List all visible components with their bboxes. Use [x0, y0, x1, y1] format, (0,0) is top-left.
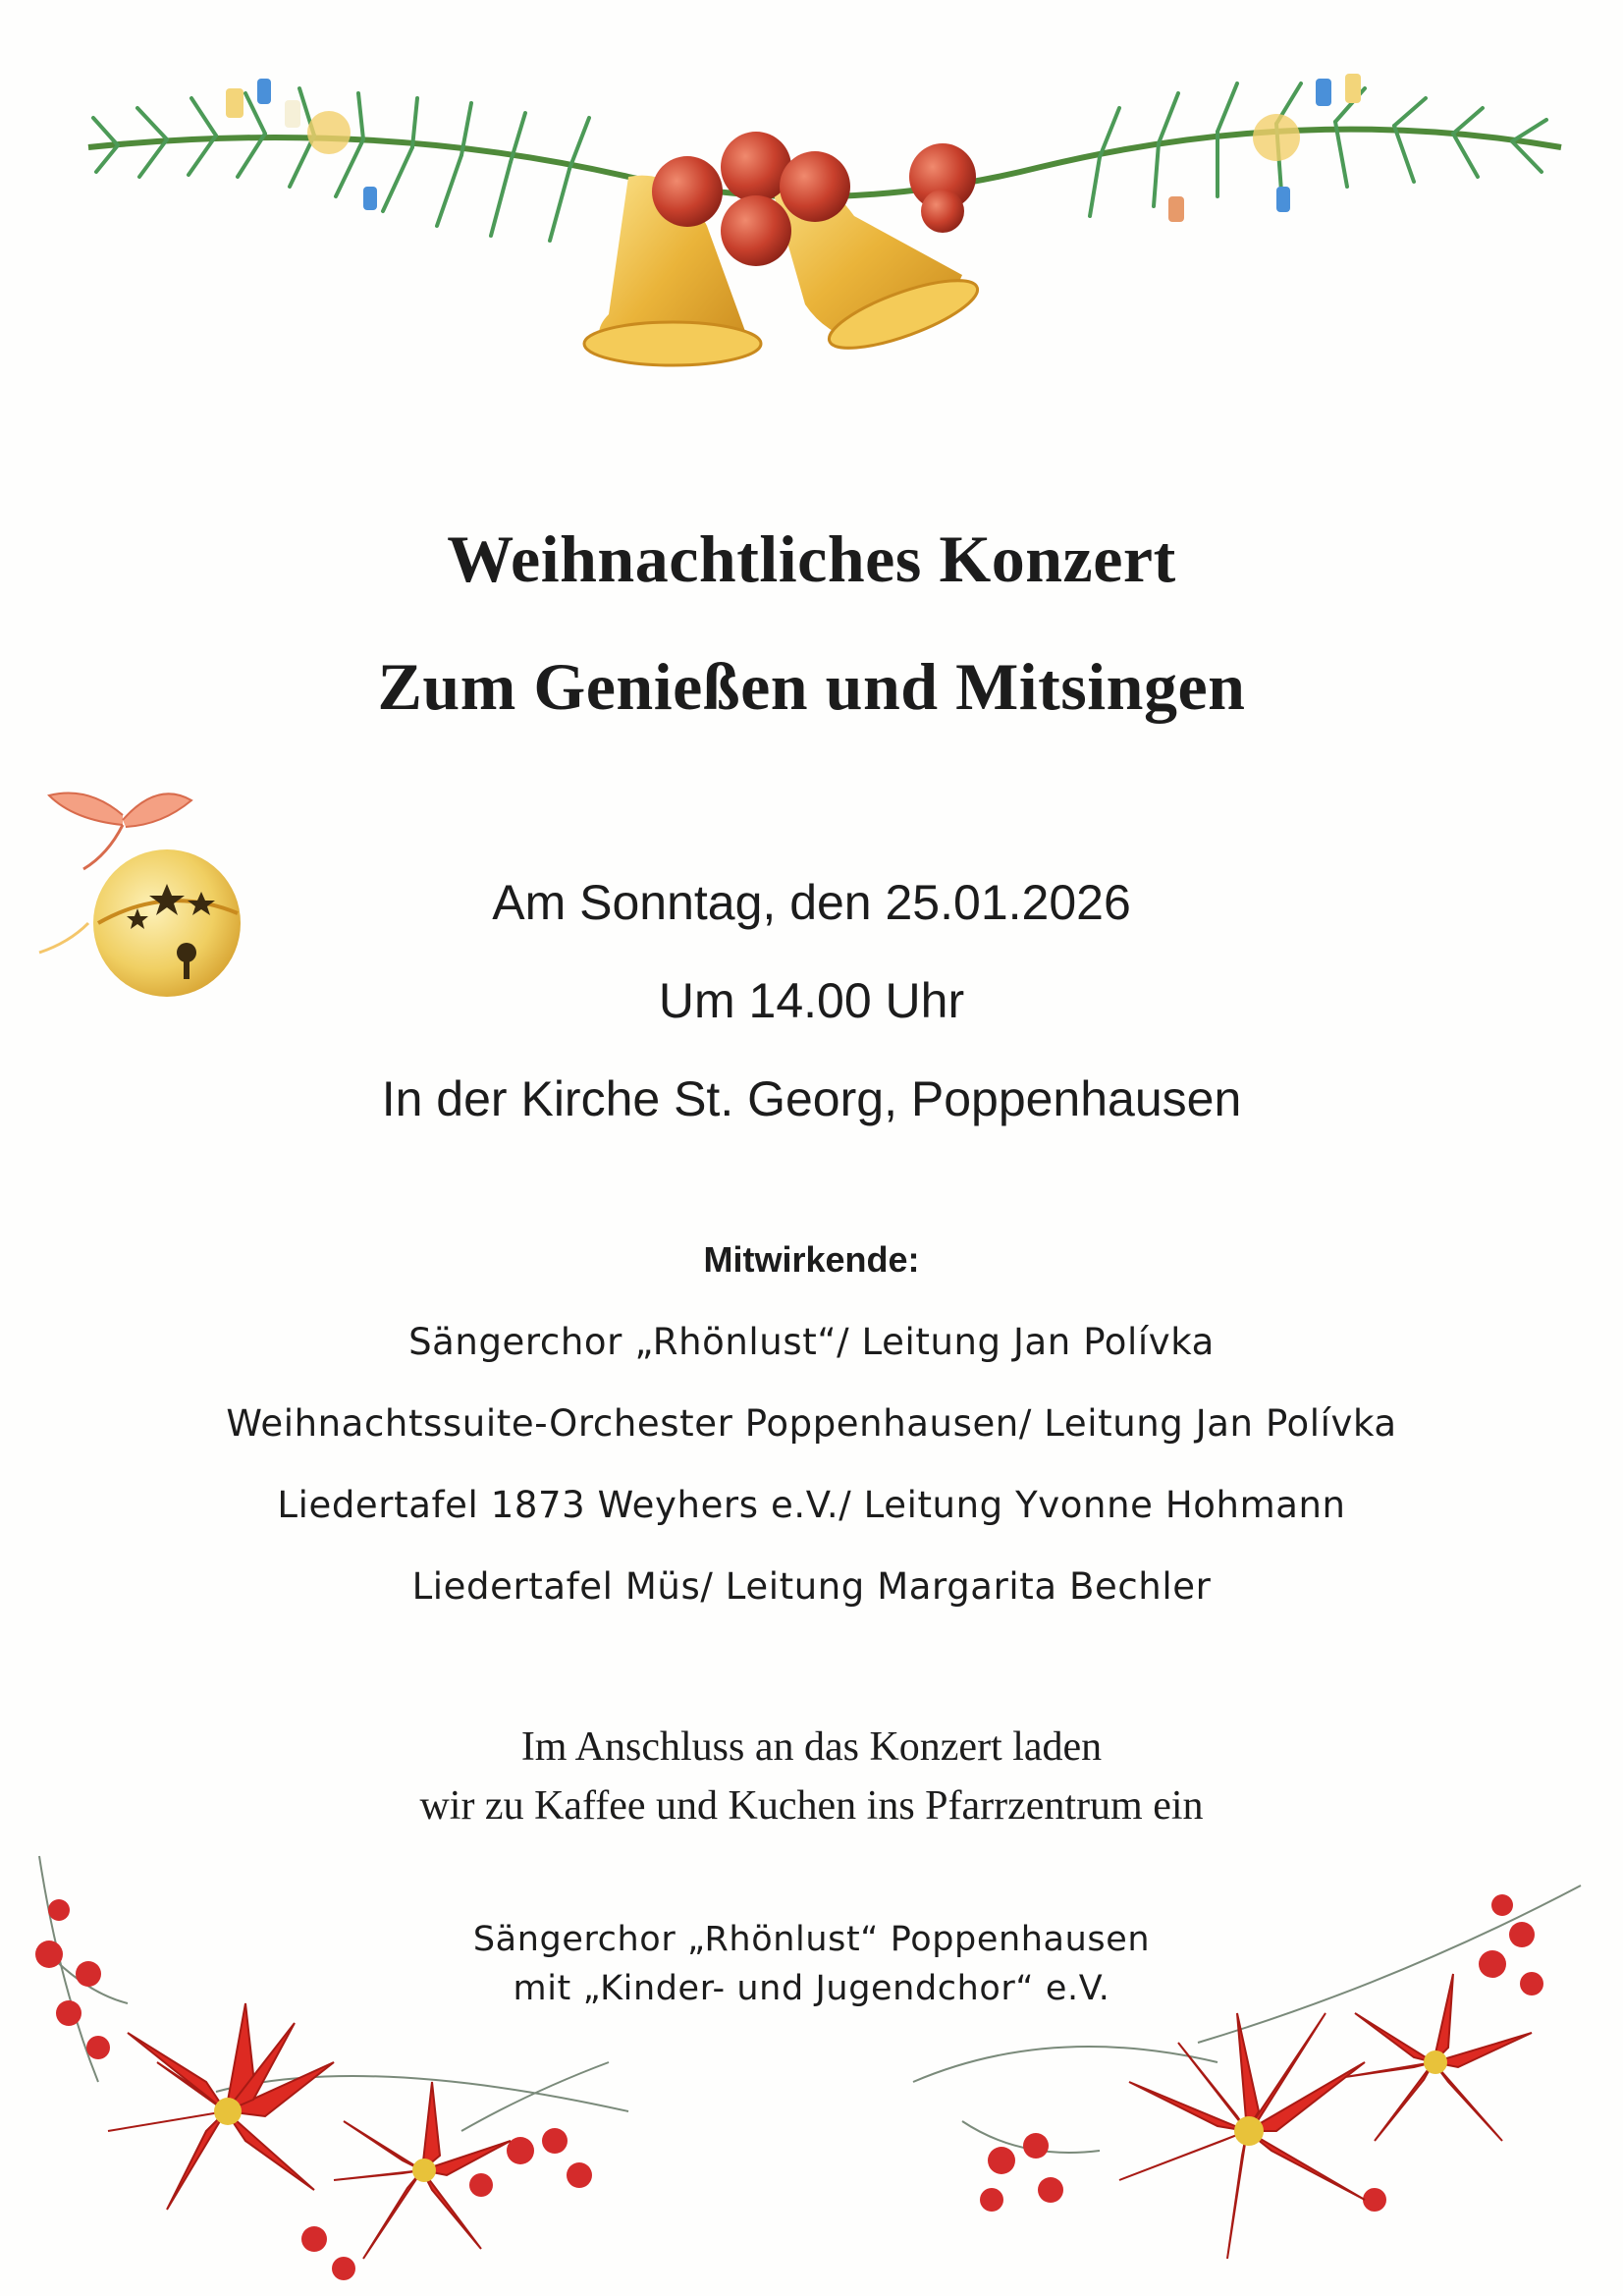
event-location: In der Kirche St. Georg, Poppenhausen [381, 1071, 1242, 1126]
invitation-line-1: Im Anschluss an das Konzert laden [520, 1724, 1103, 1770]
title-line-2: Zum Genießen und Mitsingen [377, 649, 1246, 724]
title-line-1: Weihnachtliches Konzert [447, 521, 1176, 596]
invitation-line-2: wir zu Kaffee und Kuchen ins Pfarrzentrum ein [419, 1783, 1204, 1829]
poinsettia-icon [903, 1866, 1591, 2288]
pine-garland-with-bells-icon [79, 49, 1591, 403]
performer-item: Liedertafel Müs/ Leitung Margarita Bechler [411, 1565, 1212, 1608]
organizer-line-2: mit „Kinder- und Jugendchor“ e.V. [513, 1969, 1110, 2008]
poinsettia-icon [20, 1836, 648, 2288]
performers-heading: Mitwirkende: [703, 1239, 920, 1280]
performer-item: Liedertafel 1873 Weyhers e.V./ Leitung Yvonne Hohmann [277, 1484, 1346, 1526]
event-date: Am Sonntag, den 25.01.2026 [492, 875, 1131, 930]
performer-item: Sängerchor „Rhönlust“/ Leitung Jan Polívka [408, 1321, 1215, 1363]
organizer-line-1: Sängerchor „Rhönlust“ Poppenhausen [472, 1920, 1151, 1959]
performer-item: Weihnachtssuite-Orchester Poppenhausen/ Leitung Jan Polívka [226, 1402, 1397, 1445]
event-time: Um 14.00 Uhr [658, 973, 965, 1028]
